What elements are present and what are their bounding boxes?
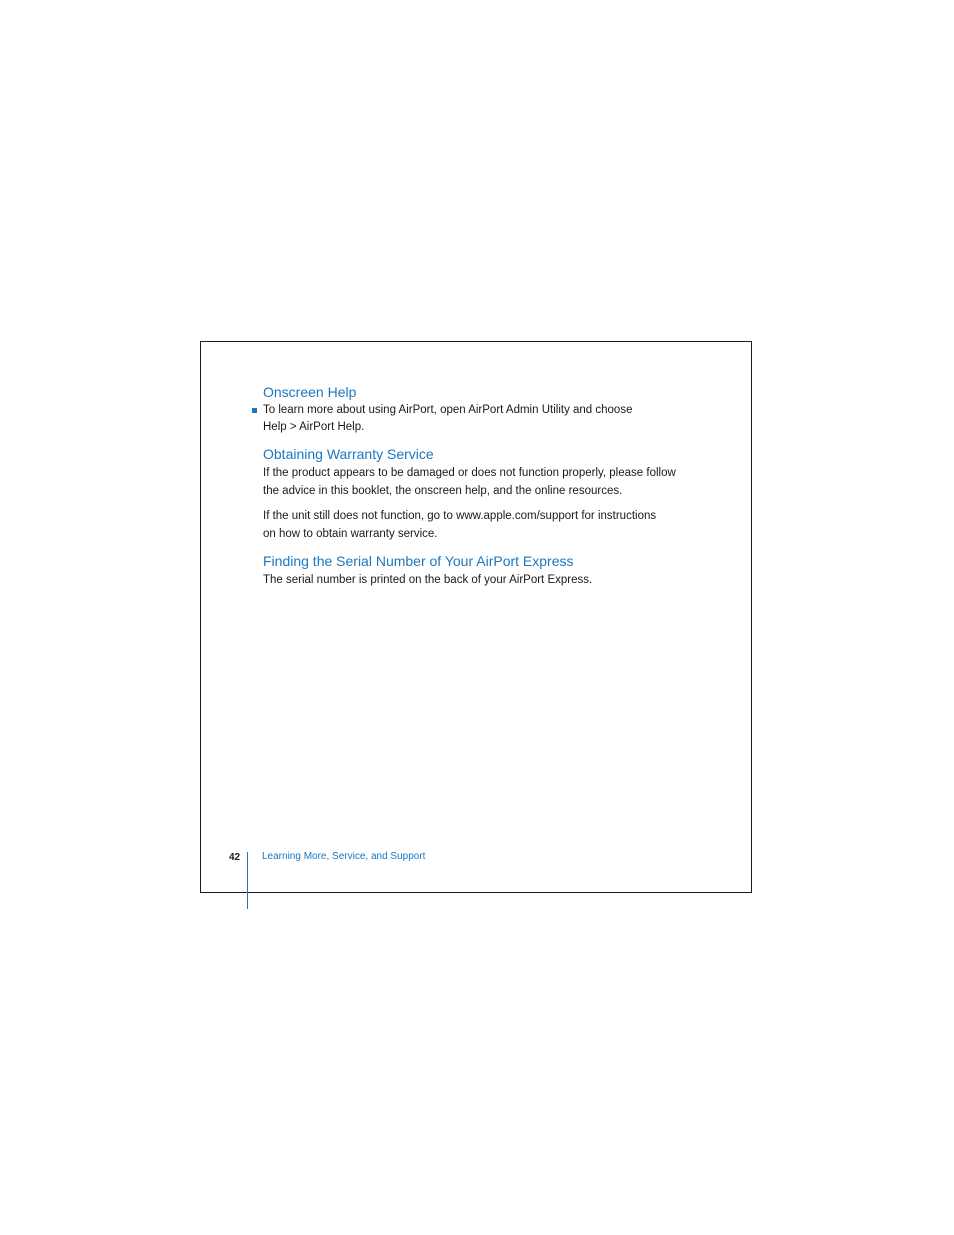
bullet-square-icon [252,408,257,413]
body-paragraph [263,507,703,543]
body-paragraph [263,571,703,589]
section-heading-onscreen-help: Onscreen Help [263,384,357,400]
page-number: 42 [229,852,241,863]
bullet-text-line: Help > AirPort Help. [263,421,365,433]
paragraph-line: If the product appears to be damaged or does not function properly, please follow [263,467,676,479]
section-heading-serial-number: Finding the Serial Number of Your AirPort Express [263,553,574,569]
page-content [263,382,703,589]
footer-divider [247,852,248,909]
bullet-text-line: To learn more about using AirPort, open AirPort Admin Utility and choose [263,404,633,416]
paragraph-line: If the unit still does not function, go to www.apple.com/support for instructions [263,510,657,522]
bullet-item [263,402,703,436]
chapter-title: Learning More, Service, and Support [262,851,426,862]
body-paragraph [263,464,703,500]
paragraph-line: The serial number is printed on the back of your AirPort Express. [263,574,593,586]
section-heading-warranty: Obtaining Warranty Service [263,446,434,462]
paragraph-line: the advice in this booklet, the onscreen help, and the online resources. [263,485,623,497]
paragraph-line: on how to obtain warranty service. [263,528,438,540]
